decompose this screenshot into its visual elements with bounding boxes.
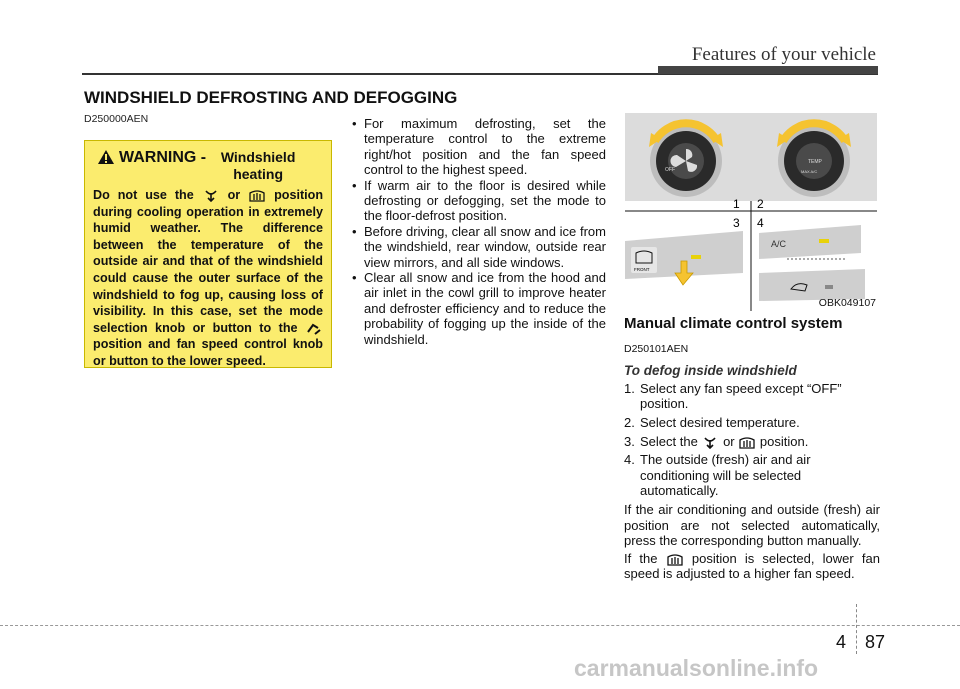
floor-defrost-icon <box>202 189 220 202</box>
fresh-air-mode-icon <box>305 322 323 335</box>
figure-caption: OBK049107 <box>818 297 876 309</box>
warning-text: Do not use the or position during cooling operation in extremely humid weather. The difference between the temperature of the outside air and that of the windshield could cause the outer surface of the windshield to fog up, causing loss of visibility. In this case, set the mode selection knob or button to the position and fan speed control knob or button to the lower speed. <box>93 188 324 368</box>
step-item: 2. Select desired temperature. <box>624 414 800 430</box>
callout-4: 4 <box>757 216 764 230</box>
bullet-item: • Before driving, clear all snow and ice from the windshield, rear window, outside rear view mirrors, and all side windows. <box>352 224 606 270</box>
defrost-icon <box>248 189 266 202</box>
warning-label: WARNING - <box>119 149 207 166</box>
chapter-number: 4 <box>836 632 847 652</box>
temp-label: TEMP <box>808 159 822 165</box>
ac-label: A/C <box>771 239 787 249</box>
page-separator <box>856 604 858 654</box>
callout-3: 3 <box>733 216 740 230</box>
warning-box <box>84 140 332 368</box>
climate-control-illustration <box>625 113 877 311</box>
footer-rule <box>0 625 960 626</box>
header-title: Features of your vehicle <box>691 44 876 65</box>
climate-control-figure <box>625 113 877 311</box>
manual-paragraph: If the air conditioning and outside (fresh) air position are not selected automatically, press the corresponding button manually. <box>624 501 880 549</box>
section-title: WINDSHIELD DEFROSTING AND DEFOGGING <box>84 88 458 107</box>
max-ac-label: MAX A/C <box>801 169 818 174</box>
warning-subtitle: Windshield heating <box>220 149 296 182</box>
bullet-item: • Clear all snow and ice from the hood and air inlet in the cowl grill to improve heater and defroster efficiency and to reduce the probability of fogging up the inside of the windshield. <box>352 270 606 347</box>
defrost-icon <box>738 436 756 449</box>
page-number: 87 <box>865 632 886 652</box>
bullet-item: • If warm air to the floor is desired while defrosting or defogging, set the mode to the floor-defrost position. <box>352 178 606 224</box>
manual-title: Manual climate control system <box>624 315 843 332</box>
bullet-column <box>352 116 606 347</box>
header-bar <box>658 66 878 74</box>
section-code: D250000AEN <box>84 113 149 125</box>
fan-speed-knob <box>649 123 723 197</box>
step-item: 1. Select any fan speed except “OFF” position. <box>624 380 842 412</box>
defrost-icon <box>666 553 684 566</box>
manual-subtitle: To defog inside windshield <box>624 363 797 379</box>
floor-defrost-icon <box>701 436 719 449</box>
off-label: OFF <box>665 167 675 173</box>
callout-2: 2 <box>757 197 764 211</box>
warning-triangle-icon <box>97 149 115 165</box>
callout-1: 1 <box>733 197 740 211</box>
step-item: 4. The outside (fresh) air and air conditioning will be selected automatically. <box>624 452 811 499</box>
bullet-item: • For maximum defrosting, set the temperature control to the extreme right/hot position and the fan speed control to the highest speed. <box>352 116 606 178</box>
step-item: 3. Select the or position. <box>624 433 809 449</box>
manual-column <box>624 316 880 584</box>
watermark: carmanualsonline.info <box>574 655 819 681</box>
front-label: FRONT <box>634 267 650 272</box>
manual-code: D250101AEN <box>624 342 689 355</box>
manual-paragraph: If the position is selected, lower fan speed is adjusted to a higher fan speed. <box>624 550 880 582</box>
